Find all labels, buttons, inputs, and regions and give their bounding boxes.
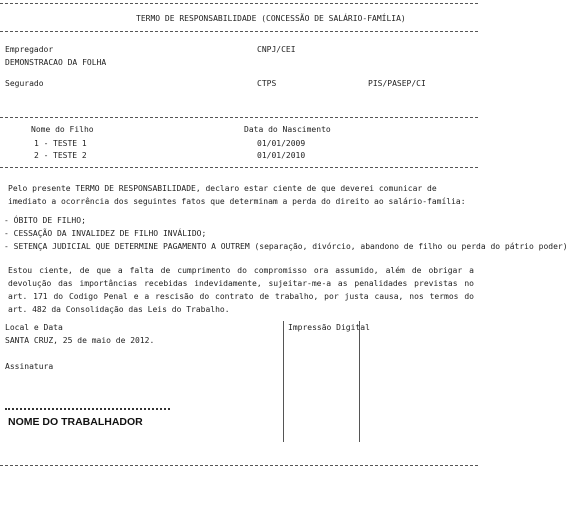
- child-row-birth: 01/01/2009: [257, 139, 306, 148]
- declaration-closing: Estou ciente, de que a falta de cumprimento do compromisso ora assumido, além de obrigar a devolução das importâncias recebidas indevidamente, sujeitar-me-a as penalidades previstas no art. 171 do Codigo Penal e a rescisão do contrato de trabalho, por justa causa, nos termos do art. 482 da Consolidação das Leis do Trabalho.: [8, 266, 474, 314]
- child-row-birth: 01/01/2010: [257, 151, 306, 160]
- child-row-index: 2 -: [34, 151, 49, 160]
- place-date-label: Local e Data: [5, 323, 63, 332]
- document-title: TERMO DE RESPONSABILIDADE (CONCESSÃO DE SALÁRIO-FAMÍLIA): [136, 14, 406, 23]
- fingerprint-box-right-border: [359, 321, 360, 442]
- section-rule: [0, 167, 478, 168]
- top-rule: [0, 3, 478, 4]
- loss-condition-item: - SETENÇA JUDICIAL QUE DETERMINE PAGAMENTO A OUTREM (separação, divórcio, abandono de filho ou perda do pátrio poder): [4, 242, 568, 251]
- child-birth-header: Data do Nascimento: [244, 125, 331, 134]
- child-name-header: Nome do Filho: [31, 125, 94, 134]
- declaration-intro: Pelo presente TERMO DE RESPONSABILIDADE, declaro estar ciente de que deverei comunicar de imediato a ocorrência dos seguintes fatos que determinam a perda do direito ao salário-família:: [8, 184, 466, 206]
- title-rule: [0, 31, 478, 32]
- ctps-label: CTPS: [257, 79, 277, 88]
- fingerprint-label: Impressão Digital: [288, 323, 370, 332]
- loss-condition-item: - ÓBITO DE FILHO;: [4, 216, 86, 225]
- child-row-index: 1 -: [34, 139, 49, 148]
- employer-label: Empregador: [5, 45, 54, 54]
- loss-condition-item: - CESSAÇÃO DA INVALIDEZ DE FILHO INVÁLIDO;: [4, 229, 207, 238]
- signature-line: [5, 408, 170, 410]
- bottom-rule: [0, 465, 478, 466]
- place-date-value: SANTA CRUZ, 25 de maio de 2012.: [5, 336, 155, 345]
- pis-label: PIS/PASEP/CI: [368, 79, 426, 88]
- worker-name: NOME DO TRABALHADOR: [8, 416, 143, 428]
- fingerprint-box-left-border: [283, 321, 284, 442]
- employer-value: DEMONSTRACAO DA FOLHA: [5, 58, 107, 67]
- section-rule: [0, 117, 478, 118]
- cnpj-label: CNPJ/CEI: [257, 45, 296, 54]
- insured-label: Segurado: [5, 79, 44, 88]
- child-row-name: TESTE 1: [53, 139, 87, 148]
- child-row-name: TESTE 2: [53, 151, 87, 160]
- signature-label: Assinatura: [5, 362, 54, 371]
